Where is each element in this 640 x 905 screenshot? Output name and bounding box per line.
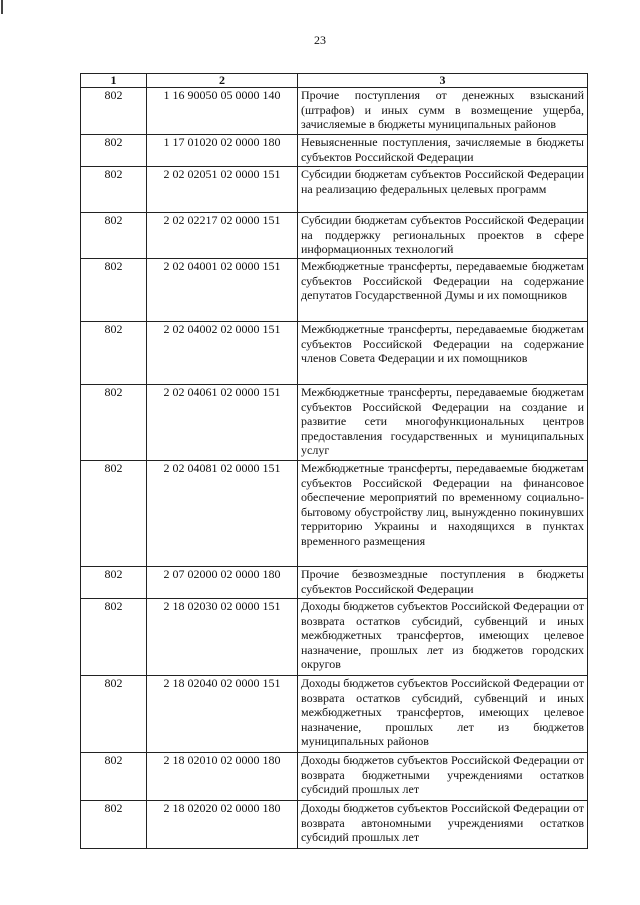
- admin-code-cell: 802: [81, 213, 147, 259]
- budget-classification-code-cell: 2 02 02217 02 0000 151: [147, 213, 298, 259]
- page-number: 23: [314, 33, 326, 47]
- budget-classification-code-cell: 2 07 02000 02 0000 180: [147, 567, 298, 599]
- table-row: [81, 259, 588, 322]
- admin-code-cell: 802: [81, 753, 147, 801]
- budget-classification-code-cell: 2 02 04081 02 0000 151: [147, 461, 298, 567]
- admin-code-cell: 802: [81, 385, 147, 461]
- income-description-cell: Межбюджетные трансферты, передаваемые бюджетам субъектов Российской Федерации на содержание депутатов Государственной Думы и их помощников: [298, 259, 588, 322]
- income-description-cell: Прочие поступления от денежных взысканий (штрафов) и иных сумм в возмещение ущерба, зачисляемые в бюджеты муниципальных районов: [298, 88, 588, 135]
- column-header-3: 3: [298, 74, 588, 88]
- income-description-cell: Субсидии бюджетам субъектов Российской Федерации на реализацию федеральных целевых программ: [298, 167, 588, 213]
- table-row: [81, 88, 588, 135]
- table-row: [81, 385, 588, 461]
- table-row: [81, 801, 588, 849]
- admin-code-cell: 802: [81, 676, 147, 753]
- table-row: [81, 753, 588, 801]
- income-description-cell: Субсидии бюджетам субъектов Российской Федерации на поддержку региональных проектов в сфере информационных технологий: [298, 213, 588, 259]
- column-header-2: 2: [147, 74, 298, 88]
- admin-code-cell: 802: [81, 461, 147, 567]
- admin-code-cell: 802: [81, 599, 147, 676]
- income-description-cell: Прочие безвозмездные поступления в бюджеты субъектов Российской Федерации: [298, 567, 588, 599]
- budget-classification-code-cell: 2 18 02020 02 0000 180: [147, 801, 298, 849]
- income-description-cell: Доходы бюджетов субъектов Российской Федерации от возврата автономными учреждениями остатков субсидий прошлых лет: [298, 801, 588, 849]
- admin-code-cell: 802: [81, 322, 147, 385]
- budget-classification-code-cell: 2 18 02010 02 0000 180: [147, 753, 298, 801]
- admin-code-cell: 802: [81, 88, 147, 135]
- table-row: [81, 567, 588, 599]
- admin-code-cell: 802: [81, 259, 147, 322]
- income-description-cell: Межбюджетные трансферты, передаваемые бюджетам субъектов Российской Федерации на содержание членов Совета Федерации и их помощников: [298, 322, 588, 385]
- budget-classification-code-cell: 2 02 02051 02 0000 151: [147, 167, 298, 213]
- budget-classification-code-cell: 2 18 02030 02 0000 151: [147, 599, 298, 676]
- table-row: [81, 213, 588, 259]
- admin-code-cell: 802: [81, 801, 147, 849]
- table-row: [81, 461, 588, 567]
- table-header-row: [81, 74, 588, 88]
- scan-edge-mark: [1, 0, 3, 14]
- admin-code-cell: 802: [81, 567, 147, 599]
- budget-classification-code-cell: 2 18 02040 02 0000 151: [147, 676, 298, 753]
- table-row: [81, 322, 588, 385]
- column-header-1: 1: [81, 74, 147, 88]
- income-description-cell: Межбюджетные трансферты, передаваемые бюджетам субъектов Российской Федерации на создание и развитие сети многофункциональных центров предоставления государственных и муниципальных услуг: [298, 385, 588, 461]
- income-description-cell: Невыясненные поступления, зачисляемые в бюджеты субъектов Российской Федерации: [298, 135, 588, 167]
- budget-classification-code-cell: 2 02 04002 02 0000 151: [147, 322, 298, 385]
- admin-code-cell: 802: [81, 135, 147, 167]
- income-description-cell: Межбюджетные трансферты, передаваемые бюджетам субъектов Российской Федерации на финансовое обеспечение мероприятий по временному социально-бытовому обустройству лиц, вынужденно покинувших территорию Украины и находящихся в пунктах временного размещения: [298, 461, 588, 567]
- budget-codes-table: [80, 73, 588, 849]
- budget-classification-code-cell: 1 16 90050 05 0000 140: [147, 88, 298, 135]
- income-description-cell: Доходы бюджетов субъектов Российской Федерации от возврата остатков субсидий, субвенций и иных межбюджетных трансфертов, имеющих целевое назначение, прошлых лет из бюджетов городских округов: [298, 599, 588, 676]
- table-row: [81, 167, 588, 213]
- income-description-cell: Доходы бюджетов субъектов Российской Федерации от возврата бюджетными учреждениями остатков субсидий прошлых лет: [298, 753, 588, 801]
- table-row: [81, 676, 588, 753]
- budget-classification-code-cell: 1 17 01020 02 0000 180: [147, 135, 298, 167]
- income-description-cell: Доходы бюджетов субъектов Российской Федерации от возврата остатков субсидий, субвенций и иных межбюджетных трансфертов, имеющих целевое назначение, прошлых лет из бюджетов муниципальных районов: [298, 676, 588, 753]
- budget-classification-code-cell: 2 02 04061 02 0000 151: [147, 385, 298, 461]
- budget-classification-code-cell: 2 02 04001 02 0000 151: [147, 259, 298, 322]
- table-row: [81, 135, 588, 167]
- admin-code-cell: 802: [81, 167, 147, 213]
- table-row: [81, 599, 588, 676]
